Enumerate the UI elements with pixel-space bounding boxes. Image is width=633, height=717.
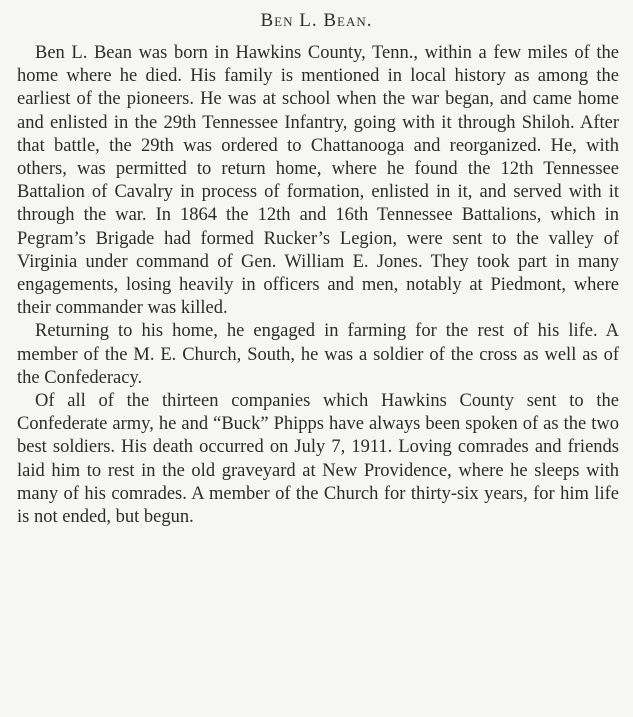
page-title: Ben L. Bean. [260, 10, 373, 31]
paragraph-3: Of all of the thirteen companies which Hawkins County sent to the Confederate army, he and “Buck” Phipps have always been spoken of as the two best soldiers. His death occurred on July 7, 1911. Loving comrades and friends laid him to rest in the old graveyard at New Providence, where he sleeps with many of his comrades. A member of the Church for thirty-six years, for him life is not ended, but begun. [17, 391, 619, 528]
paragraph-1: Ben L. Bean was born in Hawkins County, Tenn., within a few miles of the home where he died. His family is mentioned in local history as among the earliest of the pioneers. He was at school when the war began, and came home and enlisted in the 29th Tennessee Infantry, going with it through Shiloh. After that battle, the 29th was ordered to Chattanooga and reorganized. He, with others, was permitted to return home, where he found the 12th Tennessee Battalion of Cavalry in process of formation, enlisted in it, and served with it through the war. In 1864 the 12th and 16th Tennessee Battalions, which in Pegram’s Brigade had formed Rucker’s Legion, were sent to the valley of Virginia under command of Gen. William E. Jones. They took part in many engagements, losing heavily in officers and men, notably at Piedmont, where their commander was killed. [17, 43, 619, 319]
document-body [17, 42, 619, 529]
paragraph-2: Returning to his home, he engaged in farming for the rest of his life. A member of the M. E. Church, South, he was a soldier of the cross as well as of the Confederacy. [17, 321, 619, 388]
